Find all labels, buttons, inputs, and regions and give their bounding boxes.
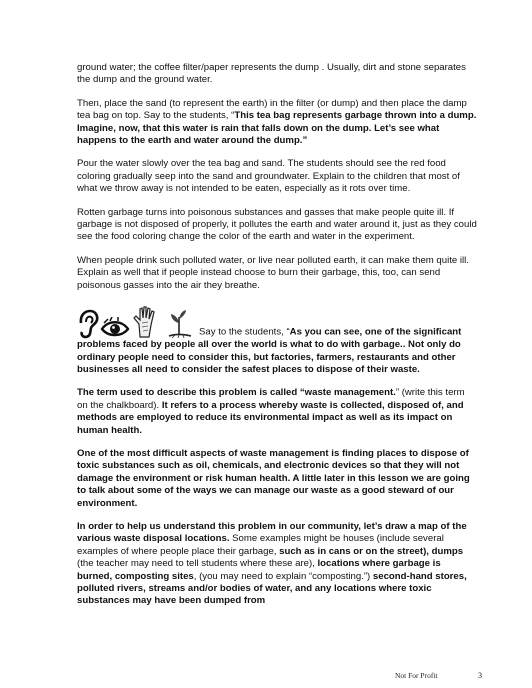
plant-icon bbox=[165, 305, 193, 339]
paragraph-3 bbox=[77, 158, 477, 195]
paragraph-6-bold: As you can see, one of the significant problems faced by people all over the world is what to do with garbage.. Not only do ordinary people need to consider this, but factories, farmers, restaurants and other businesses all need to consider the safest places to dispose of their waste. bbox=[77, 326, 462, 375]
footer-text: Not For Profit bbox=[395, 671, 438, 680]
paragraph-9-text-d: (the teacher may need to tell students where these are), bbox=[77, 558, 318, 570]
paragraph-2-bold: This tea bag represents garbage thrown into a dump. Imagine, now, that this water is rain that falls down on the dump. Let’s see what happens to the earth and water around the dump.” bbox=[77, 110, 477, 147]
paragraph-8-bold: One of the most difficult aspects of waste management is finding places to dispose of toxic substances such as oil, chemicals, and electronic devices so that they will not damage the environment or risk human health. A little later in this lesson we are going to talk about some of the ways we can manage our waste as a good steward of our environment. bbox=[77, 447, 470, 509]
paragraph-7-bold-c: It refers to a process whereby waste is collected, disposed of, and methods are employed to reduce its environmental impact as well as its impact on human health. bbox=[77, 399, 464, 436]
paragraph-4 bbox=[77, 207, 477, 244]
eye-icon bbox=[100, 317, 130, 339]
paragraph-5-text: When people drink such polluted water, or live near polluted earth, it can make them quite ill. Explain as well that if people instead choose to burn their garbage, this, too, can send poisonous gasses into the air they breathe. bbox=[77, 254, 469, 291]
senses-icons bbox=[77, 303, 195, 339]
paragraph-9-bold-g: second-hand stores, polluted rivers, streams and/or bodies of water, and any locations where toxic substances may have been dumped from bbox=[77, 570, 467, 607]
paragraph-8 bbox=[77, 448, 477, 510]
ear-icon bbox=[77, 309, 99, 339]
paragraph-4-text: Rotten garbage turns into poisonous substances and gasses that make people quite ill. If garbage is not disposed of properly, it pollutes the earth and water around it, just as they could see the food coloring change the color of the earth and water in the experiment. bbox=[77, 206, 477, 243]
paragraph-9-text-b: Some examples might be houses (include several examples of where people place their garbage, bbox=[77, 533, 444, 557]
paragraph-7-text: ” (write this term on the chalkboard). bbox=[77, 387, 465, 411]
hand-icon bbox=[131, 305, 161, 339]
paragraph-9-bold-c: such as in cans or on the street), dumps bbox=[279, 545, 464, 557]
paragraph-9-text-f: , (you may need to explain “composting.”) bbox=[193, 570, 373, 582]
body-text bbox=[77, 62, 477, 619]
paragraph-2-text: Then, place the sand (to represent the earth) in the filter (or dump) and then place the damp tea bag on top. Say to the students, “ bbox=[77, 97, 467, 122]
paragraph-9-bold-a: In order to help us understand this problem in our community, let’s draw a map of the various waste disposal locations. bbox=[77, 520, 467, 545]
paragraph-6 bbox=[77, 303, 477, 376]
paragraph-9-bold-e: locations where garbage is burned, composting sites bbox=[77, 558, 441, 582]
paragraph-1 bbox=[77, 62, 477, 87]
paragraph-3-text: Pour the water slowly over the tea bag and sand. The students should see the red food coloring gradually seep into the sand and groundwater. Explain to the children that most of what we throw away is not intended to be eaten, especially as it rots over time. bbox=[77, 158, 460, 195]
paragraph-2 bbox=[77, 98, 477, 148]
paragraph-1-text: ground water; the coffee filter/paper represents the dump . Usually, dirt and stone separates the dump and the ground water. bbox=[77, 62, 466, 86]
paragraph-7 bbox=[77, 387, 477, 437]
paragraph-9 bbox=[77, 521, 477, 608]
paragraph-7-bold-a: The term used to describe this problem is called “waste management. bbox=[77, 387, 396, 399]
paragraph-6-text: Say to the students, “ bbox=[199, 326, 290, 338]
page-number: 3 bbox=[478, 671, 482, 680]
paragraph-5 bbox=[77, 255, 477, 292]
